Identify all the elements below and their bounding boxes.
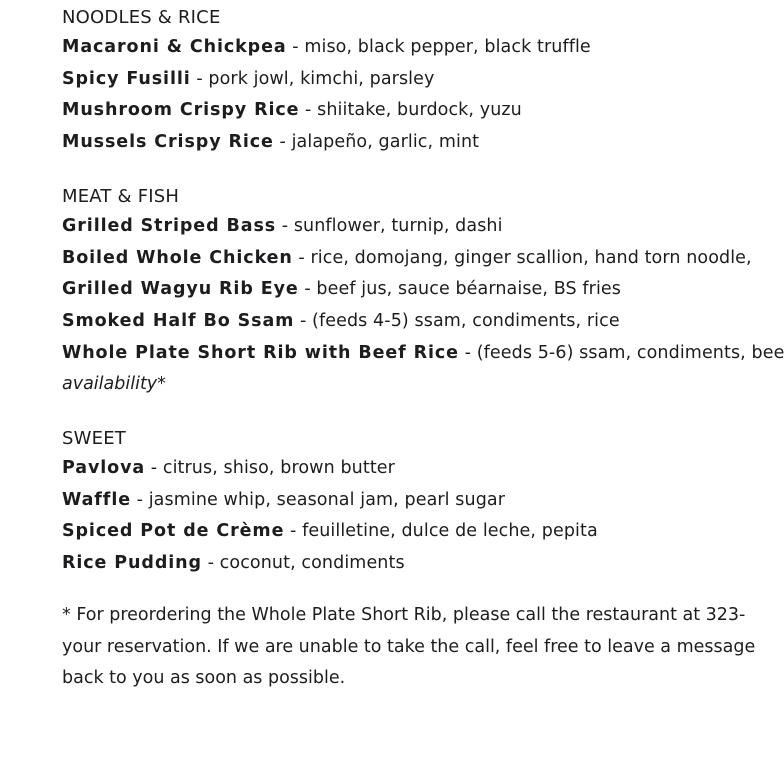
item-description: - sunflower, turnip, dashi <box>276 215 503 236</box>
item-description: - coconut, condiments <box>201 553 405 574</box>
item-name: Spicy Fusilli <box>62 68 191 89</box>
menu-item <box>62 548 782 580</box>
item-name: Whole Plate Short Rib with Beef Rice <box>62 342 459 363</box>
menu-item <box>62 306 782 338</box>
menu-item <box>62 95 782 127</box>
preorder-note-line: back to you as soon as possible. <box>62 668 346 689</box>
menu-item <box>62 127 782 159</box>
item-name: Mushroom Crispy Rice <box>62 100 300 121</box>
menu-item <box>62 64 782 96</box>
section-title-sweet: SWEET <box>62 428 126 450</box>
item-description: - pork jowl, kimchi, parsley <box>190 68 435 89</box>
item-description: - (feeds 4-5) ssam, condiments, rice <box>294 310 620 331</box>
item-name: Spiced Pot de Crème <box>62 521 285 542</box>
item-name: Pavlova <box>62 458 146 479</box>
item-description: - beef jus, sauce béarnaise, BS fries <box>298 279 622 300</box>
item-name: Mussels Crispy Rice <box>62 132 274 153</box>
item-name: Smoked Half Bo Ssam <box>62 310 295 331</box>
item-description: - jalapeño, garlic, mint <box>273 132 480 153</box>
menu-item <box>62 485 782 517</box>
item-description: - (feeds 5-6) ssam, condiments, bee <box>458 342 784 363</box>
menu <box>62 0 782 695</box>
item-description: - citrus, shiso, brown butter <box>145 458 395 479</box>
item-name: Grilled Striped Bass <box>62 215 277 236</box>
menu-item <box>62 516 782 548</box>
item-description: - feuilletine, dulce de leche, pepita <box>284 521 598 542</box>
menu-item <box>62 274 782 306</box>
menu-item <box>62 453 782 485</box>
item-description: - jasmine whip, seasonal jam, pearl sugar <box>130 489 506 510</box>
menu-item <box>62 243 782 275</box>
section-title-meat-fish: MEAT & FISH <box>62 185 180 207</box>
item-description-continuation: availability* <box>62 374 166 395</box>
item-name: Macaroni & Chickpea <box>62 37 287 57</box>
section-gap <box>62 401 782 421</box>
item-name: Grilled Wagyu Rib Eye <box>62 279 299 300</box>
section-gap <box>62 580 782 600</box>
menu-item <box>62 32 782 64</box>
menu-item <box>62 211 782 243</box>
menu-item <box>62 338 782 370</box>
item-name: Boiled Whole Chicken <box>62 247 293 268</box>
section-gap <box>62 159 782 179</box>
item-name: Rice Pudding <box>62 553 202 574</box>
item-description: - rice, domojang, ginger scallion, hand torn noodle, <box>292 247 752 268</box>
item-description: - shiitake, burdock, yuzu <box>299 100 522 121</box>
item-name: Waffle <box>62 489 131 510</box>
preorder-note-line: your reservation. If we are unable to take the call, feel free to leave a message <box>62 636 756 657</box>
item-description: - miso, black pepper, black truffle <box>286 37 591 57</box>
preorder-note-line: * For preordering the Whole Plate Short Rib, please call the restaurant at 323- <box>62 604 746 625</box>
section-title-noodles-rice: NOODLES & RICE <box>62 7 221 28</box>
